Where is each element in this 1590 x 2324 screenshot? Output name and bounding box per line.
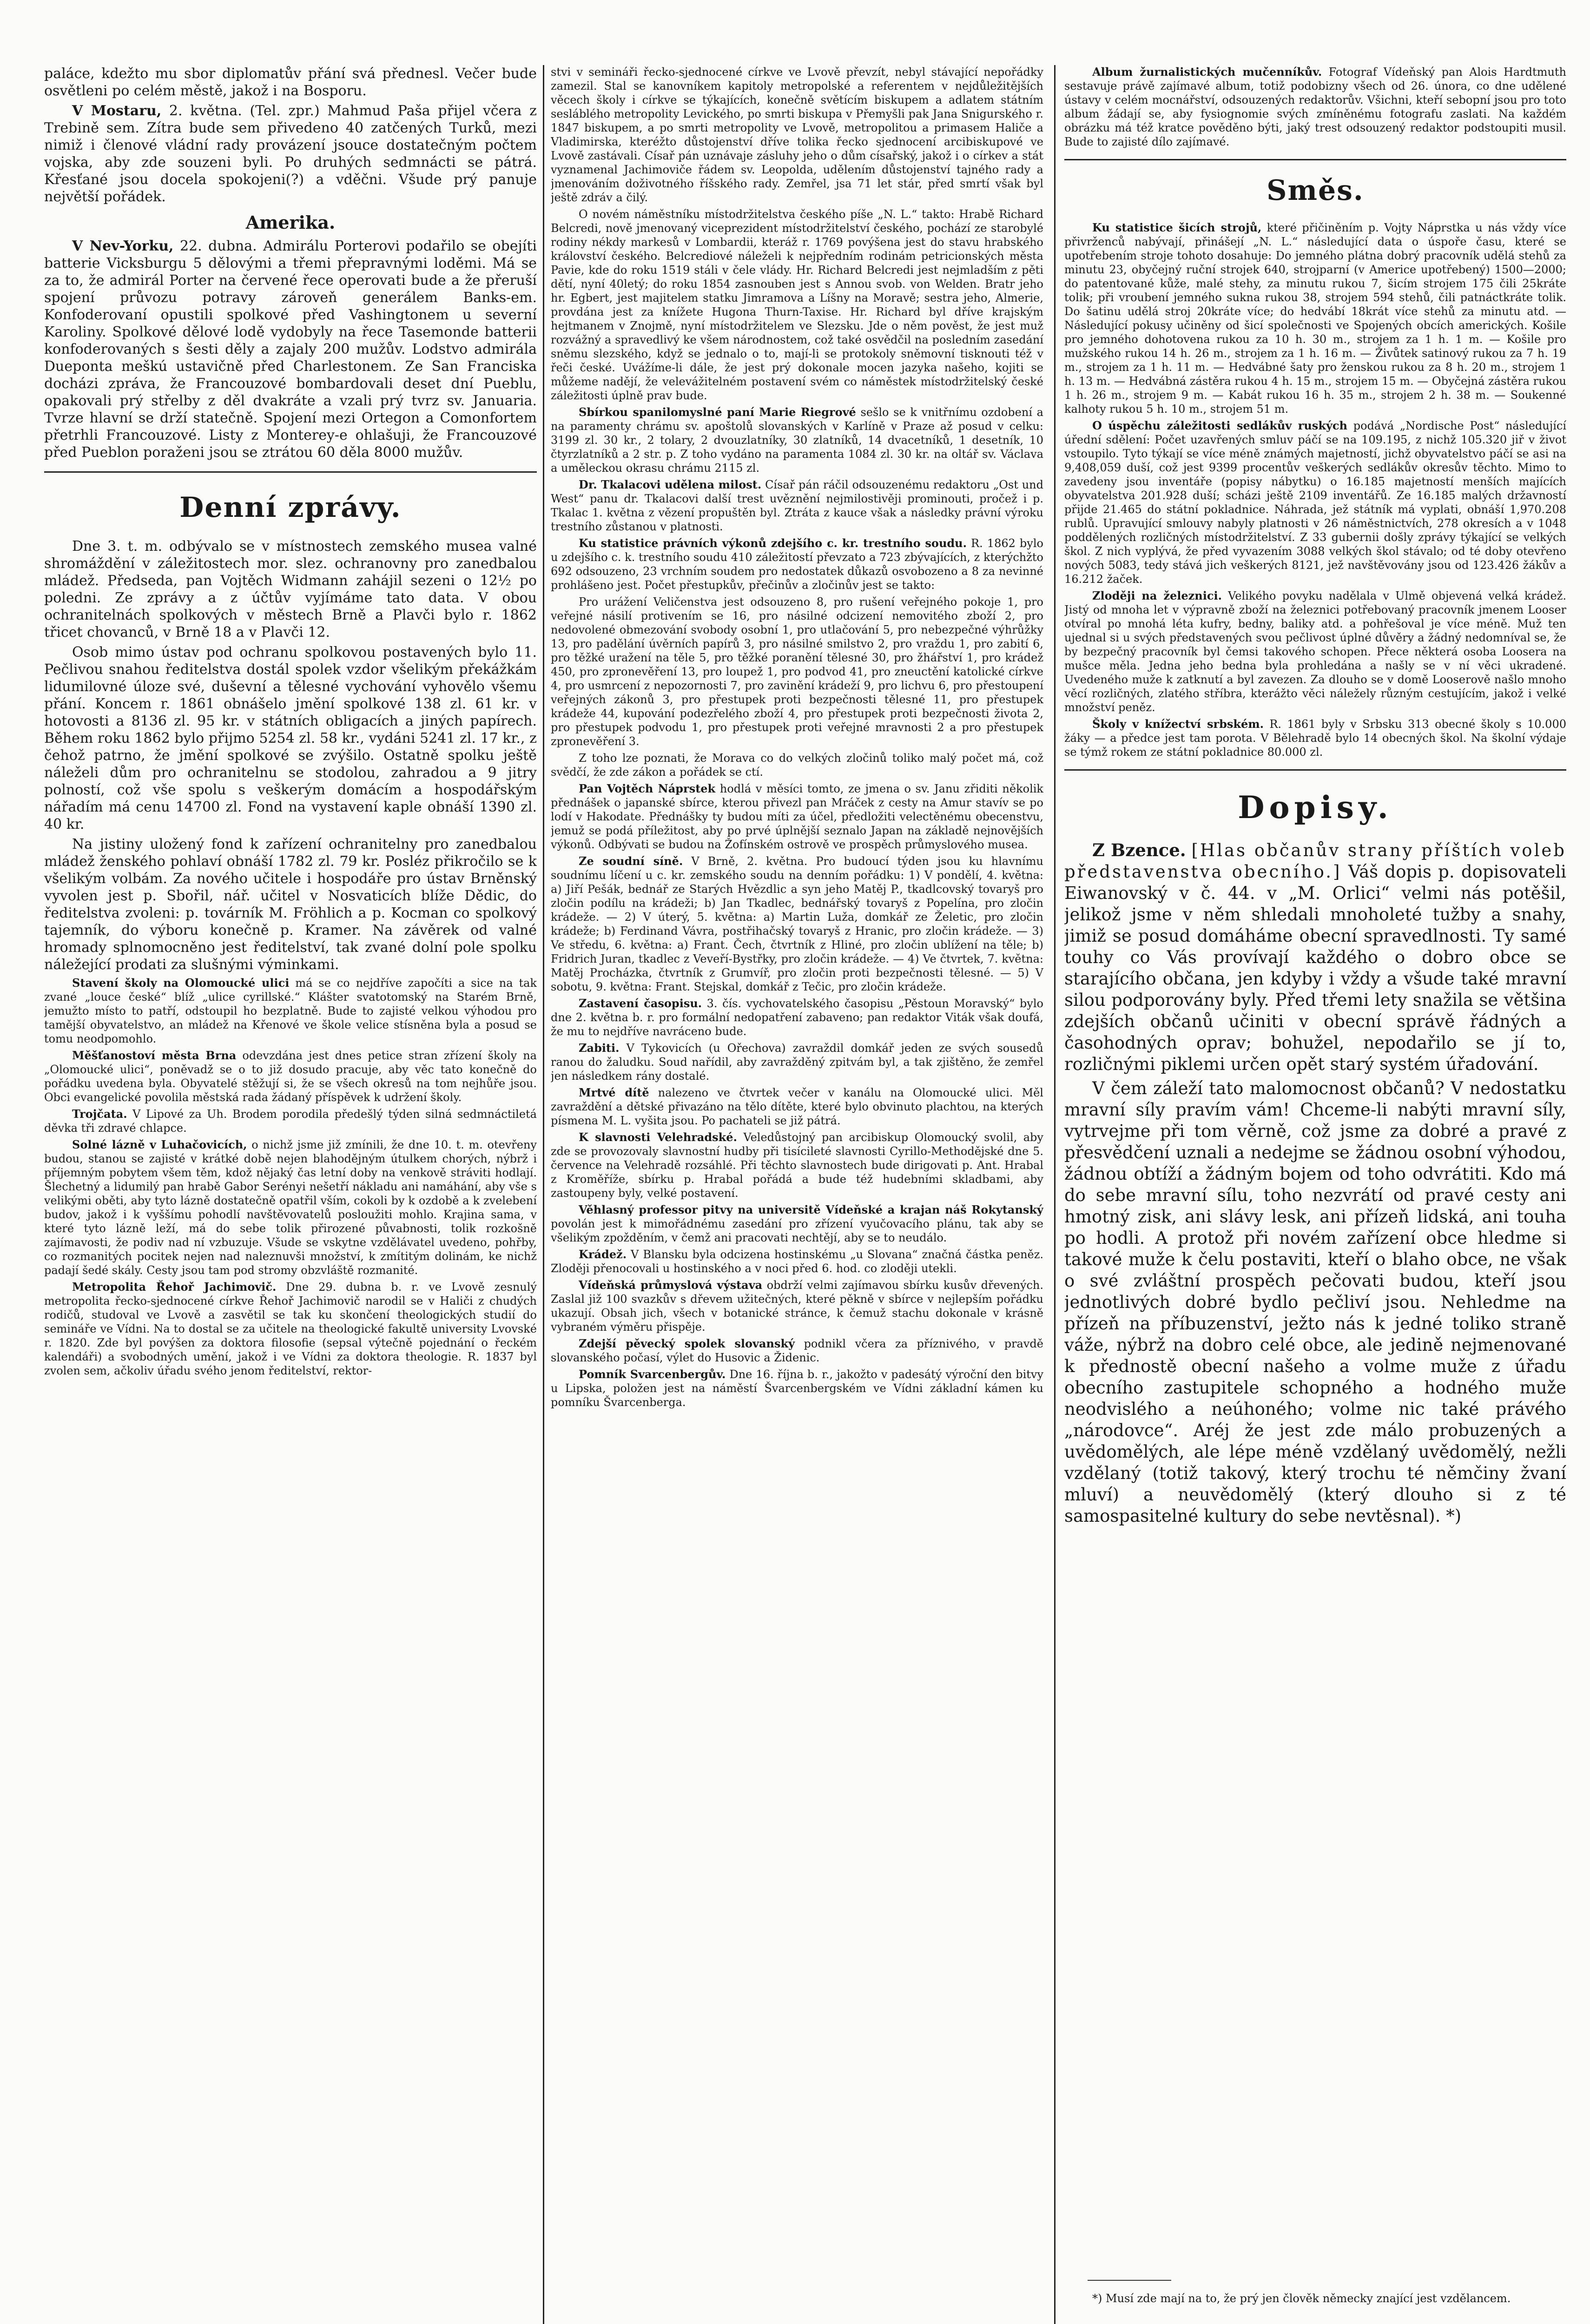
item-body: V Tykovicích (u Ořechova) zavraždil domkář jeden ze svých sousedů ranou do žaludku. Soud nařídil, aby zavražděný zpitvám byl, a tak zjištěno, že zemřel jen následkem rány dostalé.: [551, 1042, 1043, 1083]
column-3: [1064, 65, 1566, 2324]
news-item: [1064, 221, 1566, 416]
article-text: Na jistiny uložený fond k zařízení ochranitelny pro zanedbalou mládež ženského pohlaví obnáší 1782 zl. 79 kr. Posléz přikročilo se k všelikým volbám. Za nového učitele i hospodáře pro ústav Brněnský vyvolen jest p. Sbořil, nář. učitel v Nosvaticích blíže Dědic, do ředitelstva zvoleni: p. továrník M. Fröhlich a p. Kocman co spolkový tajemník, do výboru konečně p. Kramer. Na závěrek od valné hromady splnomocněno jest ředitelství, tak zvané dolní pole spolku náležející prodati za slušnými výminkami.: [44, 836, 537, 973]
item-body: má se co nejdříve započíti a sice na tak zvané „louce české“ blíž „ulice cyrillské.“ Klášter svatotomský na Starém Brně, jemužto místo to patří, odstoupil ho bezplatně. Bude to zajisté velkou výhodou pro tamější obyvatelstvo, an mládež na Křenové ve škole velice stísněna byla a posud se tomu neodpomohlo.: [44, 977, 537, 1045]
item-body: Fotograf Vídeňský pan Alois Hardtmuth sestavuje právě zajímavé album, totiž podobizny všech od 26. února, co dne udělené ústavy v celém mocnářství, odsouzených redaktorův. Všichni, kteří sebopní jsou pro toto album žádají se, aby fysiognomie svých zmíněnému fotografu zaslati. Na každém obrázku má též kratce pověděno býti, jaký trest odsouzený redaktor podstoupiti musil. Bude to zajisté dílo zajímavé.: [1064, 66, 1566, 148]
news-item: [551, 1367, 1043, 1409]
item-body: které přičiněním p. Vojty Náprstka u nás vždy více přivrženců nabývají, přinášejí „N. L.“ následující data o úspoře času, které se upotřebením stroje tohoto dosahuje: Do jemného plátna dobrý pracovník udělá stehů za minutu 23, obyčejný ruční strojek 640, strojparní (v Americe upotřebený) 1500—2000; do patentované kůže, malé stehy, za minutu rukou 7, šicím strojem 175 čili 25kráte tolik; při vroubení jemného sukna rukou 38, strojem 594 stehů, čili patnáctkráte tolik. Do šatinu udělá stroj 20kráte více; do hedvábí 18krát více stehů za minutu atd. — Následující pokusy učiněny od šicí společnosti ve Spojených obcích amerických. Košile pro jemného dohotovena rukou za 10 h. 30 m., strojem za 1 h. 1 m. — Košile pro mužského rukou 14 h. 26 m., strojem za 1 h. 16 m. — Živůtek satinový rukou za 7 h. 19 m., strojem za 1 h. 11 m. — Hedvábné šaty pro ženskou rukou za 8 h. 20 m., strojem 1 h. 13 m. — Hedvábná zástěra rukou 4 h. 15 m., strojem 15 m. — Obyčejná zástěra rukou 1 h. 26 m., strojem 9 m. — Kabát rukou 16 h. 35 m., strojem 2 h. 38 m. — Soukenné kalhoty rukou 5 h. 10 m., strojem 51 m.: [1064, 221, 1566, 416]
item-heading: Stavení školy na Olomoucké ulici: [72, 976, 290, 990]
item-body: V Lipové za Uh. Brodem porodila předešlý týden silná sedmnáctiletá děvka tři zdravé chlapce.: [44, 1108, 537, 1135]
item-body: Dne 29. dubna b. r. ve Lvově zesnulý metropolita řecko-sjednocené církve Řehoř Jachimovič narodil se v Haliči z chudých rodičů, studoval ve Lvově a zasvětil se tak ku skončení theologických studií do semináře ve Vídni. Na to dostal se za učitele na theologické fakultě university Lvovské r. 1820. Zde byl povýšen za doktora filosofie (sepsal výtečně pojednání o řeckém kalendáři) a svobodných umění, jakož i ve Vídni za doktora theologie. R. 1837 byl zvolen sem, ačkoliv úřadu svého jenom ředitelství, rektor-: [44, 1281, 537, 1377]
item-body: o nichž jsme již zmínili, že dne 10. t. m. otevřeny budou, stanou se zajisté v krátké době nejen blahodějným útulkem chorých, nýbrž i příjemným pobytem všem těm, kdož nějaký čas letní doby na venkově stráviti hodlají. Šlechetný a lidumilý pan hrabě Gabor Serényi nešetří nákladu ani namáhání, aby vše s velikými oběti, aby tyto lázně dostatečně opatřil vším, cokoli by k ozdobě a k zvelebení budov, jakož i k vyššímu pohodlí navštěvovatelů posloužiti mohlo. Krajina sama, v které tyto lázně leží, má do sebe tolik přirozené půvabnosti, tolik rozkošně zajímavosti, že podiv nad ní vzbuzuje. Všude se vskytne vzdělávatel uvedeno, pohřby, co rozmanitých pocitek nejen nad naleznuvši množství, k zmítitým dolinám, ke nichž padají šedé skály. Cesty jsou tam pod stromy obzvláště rozmanité.: [44, 1138, 537, 1277]
news-item: [1064, 419, 1566, 586]
item-heading: Školy v knížectví srbském.: [1092, 717, 1264, 731]
item-body: V Blansku byla odcizena hostinskému „u Slovana“ značná částka peněz. Zloději přenocovali u hostinského a v noci před 6. hod. co zloději utekli.: [551, 1248, 1043, 1275]
section-divider: [44, 471, 537, 473]
news-item: Pro urážení Veličenstva jest odsouzeno 8, pro rušení veřejného pokoje 1, pro veřejné násilí protivením se 16, pro násilné odcizení nemovitého zboží 2, pro nedovolené obmezování svobody osobní 1, pro utlačování 5, pro nebezpečné výhrůžky 13, pro padělání úvěrních papírů 3, pro násilné smilstvo 2, pro vraždu 1, pro zabití 6, pro těžké uražení na těle 5, pro těžké poranění tělesné 30, pro žhářství 1, pro krádež 450, pro zpronevěření 13, pro loupež 1, pro podvod 41, pro zneuctění katolické církve 4, pro usmrcení z nepozornosti 7, pro zavinění krádeží 9, pro lichvu 6, pro přestoupení veřejných zákonů 3, pro přestupek proti bezpečnosti tělesné 11, pro přestupek krádeže 44, kupování podezřelého zboží 4, pro přestupek proti bezpečnosti života 2, pro přestupek podvodu 1, pro přestupek proti veřejné mravnosti 2 a pro přestupek zpronevěření 3.: [551, 595, 1043, 748]
item-body: povolán jest k mimořádnému zasedání pro zřízení vyučovacího plánu, tak aby se všelikým zpožděním, v čemž ani pracovati nechtějí, aby se to neudálo.: [551, 1217, 1043, 1244]
item-heading: Zdejší pěvecký spolek slovanský: [579, 1337, 795, 1350]
letter-text: [1064, 839, 1566, 1075]
article-text: Dne 3. t. m. odbývalo se v místnostech zemského musea valné shromáždění v záležitostech mor. slez. ochranovny pro zanedbalou mládež. Předseda, pan Vojtěch Widmann zahájil sezeni o 12½ po poledni. Ze zprávy a z účtův vyjímáme tato data. V obou ochranitelnách spolkových v městech Brně a Plavči bylo r. 1862 třicet chovanců, v Brně 18 a v Plavči 12.: [44, 538, 537, 640]
news-item: [1064, 589, 1566, 714]
news-item: [44, 1280, 537, 1378]
item-body: 3. čís. vychovatelského časopisu „Pěstoun Moravský“ bylo dne 2. května b. r. pro formální nedopatření zabaveno; pan redaktor Viták však doufá, že mu to nejdříve navráceno bude.: [551, 997, 1043, 1038]
item-body: odevzdána jest dnes petice stran zřízení školy na „Olomoucké ulici“, poněvadž se o to již dosudo pracuje, aby věc tato konečně do pořádku uvedena byla. Obyvatelé stěžují si, že se všech okresů na tom nejhůře jsou. Obci evangelické povolila městská rada žádaný příspěvek k udržení školy.: [44, 1049, 537, 1104]
article-mostar: [44, 102, 537, 205]
news-item: [44, 1049, 537, 1104]
news-item: [551, 1337, 1043, 1365]
news-item: [551, 1203, 1043, 1245]
item-heading: Zabiti.: [579, 1041, 620, 1055]
footnote: *) Musí zde mají na to, že prý jen člověk německy znající jest vzdělancem.: [1092, 2292, 1511, 2305]
item-heading: Ze soudní síně.: [579, 854, 683, 868]
section-heading-dopisy: Dopisy.: [1238, 789, 1393, 825]
news-item: [551, 405, 1043, 475]
item-heading: Zastavení časopisu.: [579, 997, 702, 1010]
news-item: [551, 1278, 1043, 1334]
section-heading-amerika: Amerika.: [245, 212, 336, 233]
news-item: [551, 536, 1043, 592]
item-heading: Sbírkou spanilomyslné paní Marie Riegrové: [579, 405, 856, 419]
item-body: V Brně, 2. května. Pro budoucí týden jsou ku hlavnímu soudnímu líčení u c. kr. zemského soudu na denním pořádku: 1) V pondělí, 4. května: a) Jiří Pešák, bednář ze Starých Hvězdlic a syn jeho Matěj P., tkadlcovský tovaryš pro zločin podílu na krádeži; b) Jan Tkadlec, bednářský tovaryš z Popelína, pro zločin krádeže. — 2) V úterý, 5. května: a) Martin Luža, domkář ze Želetic, pro zločin krádeže; b) Ferdinand Vávra, postřihačský tovaryš z Hranic, pro zločin krádeže. — 3) Ve středu, 6. května: a) Frant. Čech, čtvrtník z Hliné, pro zločin ublížení na těle; b) Fridrich Juran, tkadlec z Veveří-Bystřky, pro zločin krádeže. — 4) Ve čtvrtek, 7. května: Matěj Procházka, čtvrtník z Grumvíř, pro zločin proti bezpečnosti tělesné. — 5) V sobotu, 9. května: Frant. Stejskal, domkář z Tečic, pro zločin krádeže.: [551, 855, 1043, 993]
footnote-rule: [1088, 2280, 1171, 2281]
column-rule-1: [543, 65, 544, 2324]
news-item: [1064, 65, 1566, 149]
item-heading: Mrtvé dítě: [579, 1086, 649, 1099]
item-body: podává „Nordische Post“ následující úřední sdělení: Počet uzavřených smluv páčí se na 109.195, z nichž 105.320 jiř v život vstoupilo. Tyto týkají se více méně známých majetností, jichž obyvatelstvo páčí se asi na 9,408,059 duší, což jest 9399 procentův veškerých sedlákův okresův těchto. Mimo to zavedeny jsou inventáře (popisy nábytku) o 16.185 majetností menších majících obyvatelstva 201.928 duší; scházi ještě 2109 inventářů. Ze 16.185 malých državností přijde 21.465 do státní pokladnice. Náhrada, jež státník má vyplati, obnáší 1,970.208 rublů. Upravující smlouvy nabyly platnosti v 26 náměstnictvích, 278 okresích a v 1048 poddělených rozličných místodržitelství. Z 33 gubernii došly zprávy týkající se velkých škol. Z nich vyplývá, že před vyvazením 3088 velkých škol stávalo; od té doby otevřeno nových 5083, tedy stává jich veškerých 8121, jež navštěvovány jsou od 123.426 žákův a 16.212 žaček.: [1064, 419, 1566, 586]
letter-dateline: Z Bzence.: [1092, 840, 1186, 860]
news-item: [551, 1086, 1043, 1128]
news-item: [44, 976, 537, 1046]
dateline: V Nev-Yorku,: [72, 238, 174, 254]
column-2: [551, 65, 1043, 2324]
news-item: O novém náměstníku místodržitelstva českého píše „N. L.“ takto: Hrabě Richard Belcredi, nově jmenovaný viceprezident místodržitelství českého, pochází ze starobylé rodiny nékdy markesů v Lombardii, kteráž r. 1769 povýšena jest do stavu hrabského království českého. Belcrediové náleželi k nejpředním rodinám petricionských města Pavie, kde do roku 1519 stáli v čele vlády. Hr. Richard Belcredi jest nejmladším z pěti dětí, nyní 40letý; do roku 1854 zasnouben jest s Annou svob. von Welden. Bratr jeho hr. Egbert, jest majitelem statku Jimramova a Líšny na Moravě; sestra jeho, Almerie, provdána jest za knížete Hugona Thurn-Taxise. Hr. Richard byl dříve krajským hejtmanem v Znojmě, nyní místodržitelem ve Slezsku. Jde o něm pověst, že jest muž rozvážný a spravedlivý ke všem národnostem, což také osvědčil na posledním zasedání sněmu slezského, když se jednalo o to, mají-li se protokoly sněmovní tisknouti též v řeči české. Uvážíme-li dále, že jest prý dokonale mocen jazyka našeho, kojiti se můžeme nadějí, že velevážitelném postavení svém co náměstek místodržitelský české záležitosti úplně prav bude.: [551, 208, 1043, 402]
section-heading-smes: Směs.: [1267, 174, 1364, 207]
dateline: V Mostaru,: [72, 103, 162, 119]
article-text: paláce, kdežto mu sbor diplomatův přání svá přednesl. Večer bude osvětleni po celém městě, jakož i na Bosporu.: [44, 66, 537, 99]
item-heading: Solné lázně v Luhačovicích,: [72, 1138, 247, 1151]
article-text: Osob mimo ústav pod ochranu spolkovou postavených bylo 11. Pečlivou snahou ředitelstva dostál spolek vzdor všelikým překážkám lidumilovné úloze své, duševní a tělesné vychování vyhovělo všemu přání. Koncem r. 1861 obnášelo jmění spolkové 138 zl. 61 kr. v hotovosti a 8136 zl. 95 kr. v státních obligacích a jiných papírech. Během roku 1862 bylo přijmo 5254 zl. 58 kr., vydáni 5241 zl. 17 kr., z čehož patrno, že jmění spolkové se zvýšilo. Ostatně spolku ještě náleželi dům pro ochranitelnu se stodolou, zahradou a 9 jitry polností, což vše spolu s veškerým domácím a hospodářským nářadím má cenu 14700 zl. Fond na vystavení kaple obnáší 1390 zl. 40 kr.: [44, 644, 537, 832]
item-heading: Ku statistice šicích strojů,: [1092, 221, 1262, 234]
news-item: stvi v semináři řecko-sjednocené církve ve Lvově převzít, nebyl stávající nepořádky zamezil. Stal se kanovníkem kapitoly metropolské a referentem v nejdůležitějších věcech školy i církve se týkajících, konečně světícím biskupem a adlatem státním sesláblého metropolity Levického, po smrti biskupa v Přemyšli pak Jana Snigurského r. 1847 biskupem, a po smrti metropolity ve Lvově, metropolitou a primasem Haliče a Vladimirska, kteréžto důstojenství dříve tolika řecko sjednocení arcibiskupové ve Lvově zastávali. Císař pán uznávaje zásluhy jeho o dům císařský, jakož i o církev a stát vyznamenal Jachimoviče řádem sv. Leopolda, udělením důstojenství tajného rady a jmenováním doživotného říšského rady. Zemřel, jsa 71 let stár, před smrtí však byl ještě zdráv a čilý.: [551, 66, 1043, 204]
item-body: R. 1862 bylo u zdejšího c. k. trestního soudu 410 záležitostí převzato a 723 zbývajících, z kterýchžto 692 odsouzeno, 23 vrchním soudem pro nedostatek důkazů osvobozeno a 8 za nevinné prohlášeno jest. Počet přestupkův, přečinův a zločinův jest se takto:: [551, 537, 1043, 592]
news-item: Z toho lze poznati, že Morava co do velkých zločinů toliko malý počet má, což svědčí, že zde zákon a pořádek se ctí.: [551, 752, 1043, 779]
column-1: [44, 65, 537, 2324]
news-item: [551, 854, 1043, 994]
item-heading: Metropolita Řehoř Jachimovič.: [72, 1280, 277, 1294]
item-heading: K slavnosti Velehradské.: [579, 1130, 737, 1144]
item-heading: Věhlasný professor pitvy na universitě Vídeňské a krajan náš Rokytanský: [579, 1203, 1043, 1216]
article-body: 22. dubna. Admirálu Porterovi podařilo se obejíti batterie Vicksburgu 5 dělovými a třemi přepravnými loděmi. Má se za to, že admirál Porter na červené řece operovati bude a že přeruší spojení průvozu potravy zároveň generálem Banks-em. Konfoderovaní opustili spolkové před Vashingtonem u severní Karoliny. Spolkové dělové lodě vydobyly na řece Tasemonde batterii konfoderovaných s šesti děly a zajaly 200 mužův. Lodstvo admirála Dueponta meškú ustavičně před Charlestonem. Ze San Franciska docházi zpráva, že Francouzové bombardovali deset dní Pueblu, opakovali prý střelby z děl dvakráte a vzali prý tvrz sv. Januaria. Tvrze hlavní se drží statečně. Spojení mezi Ortegon a Comonfortem přetrhli Francouzové. Listy z Monterey-e ohlašuji, že Francouzové před Pueblon poraženi jsou se ztrátou 60 děla 8000 mužův.: [44, 238, 537, 461]
item-heading: Krádež.: [579, 1248, 627, 1261]
news-item: [551, 478, 1043, 534]
news-item: [551, 997, 1043, 1038]
item-body: obdrží velmi zajímavou sbírku kusův dřevených. Zaslal již 100 svazkův s dřevem užitečných, které pěkně v sbírce v nejlepším pořádku ukazují. Obsah jich, všech v botanické stránce, k čemuž stachu dokonale v krásně vybraném výměru přispěje.: [551, 1279, 1043, 1334]
section-divider: [1064, 159, 1566, 160]
news-item: [551, 1041, 1043, 1083]
news-item: [551, 782, 1043, 852]
item-heading: Zloději na železnici.: [1092, 589, 1222, 602]
item-heading: Pan Vojtěch Náprstek: [579, 782, 716, 795]
article-body: 2. května. (Tel. zpr.) Mahmud Paša přijel včera z Trebině sem. Zítra bude sem přivedeno 40 zatčených Turků, mezi nimiž i členové vládní rady provázení jsouce dostatečným počtem vojska, aby zde souzeni byli. Po druhých sedmnácti se pátrá. Křesťané jsou docela spokojeni(?) a vděčni. Všude prý panuje největší pořádek.: [44, 103, 537, 205]
item-heading: Ku statistice právních výkonů zdejšího c. kr. trestního soudu.: [579, 536, 967, 550]
item-body: Dne 16. října b. r., jakožto v padesátý výroční den bitvy u Lipska, položen jest na náměstí Švarcenbergském ve Vídni základní kámen ku pomníku Švarcenberga.: [551, 1368, 1043, 1409]
letter-note: [Hlas občanův strany příštích voleb představenstva obecního.]: [1064, 840, 1566, 882]
item-body: hodlá v měsíci tomto, ze jmena o sv. Janu zřiditi několik přednášek o japanské sbírce, kterou přivezl pan Mráček z cesty na Amur stavív se po lodí v Hakodate. Přednášky ty budou míti za účel, předložiti velectěnému obecenstvu, jemuž se podá příležitost, aby po prvé úplnější seznalo Japan na základě nejnovějších výkonů. Odbývati se budou na Žofínském ostrově ve prospěch průmyslového musea.: [551, 782, 1043, 851]
item-heading: Vídeňská průmyslová výstava: [579, 1278, 763, 1292]
news-item: [551, 1130, 1043, 1200]
section-heading-denni-zpravy: Denní zprávy.: [179, 491, 402, 524]
item-body: nalezeno ve čtvrtek večer v kanálu na Olomoucké ulici. Měl zavraždění a dětské přivazáno na tělo dítěte, které bylo obvinuto plachtou, na kterých písmena M. L. vyšita jsou. Po pachateli se již pátrá.: [551, 1086, 1043, 1127]
item-heading: Měšťanostoví města Brna: [72, 1049, 237, 1062]
item-body: R. 1861 byly v Srbsku 313 obecné školy s 10.000 žáky — a předce jest tam porota. V Bělehradě bylo 14 obecných škol. Na školní výdaje se týmž rokem ze státní pokladnice 80.000 zl.: [1064, 718, 1566, 759]
column-rule-2: [1054, 65, 1056, 2324]
item-body: podnikl včera za příznivého, v pravdě slovanského počasí, výlet do Husovic a Židenic.: [551, 1337, 1043, 1364]
item-body: sešlo se k vnitřnímu ozdobení a na paramenty chrámu sv. apoštolů slovanských v Karlíně v Praze až posud v celku: 3199 zl. 30 kr., 2 tolary, 2 dvouzlatníky, 30 zlatníků, 14 dvacetníků, 1 desetník, 10 čtyrzlatníků a 2 str. p. Z toho vydáno na paramenta 1084 zl. 30 kr. na oltář sv. Václava a uměleckou okrasu chrámu 2115 zl.: [551, 406, 1043, 475]
letter-body: Váš dopis p. dopisovateli Eiwanovský v č. 44. v „M. Orlici“ velmi nás potěšil, jelikož jsme v něm shledali mnoholeté tužby a snahy, jimiž se posud domáháme obecní spravedlnosti. Ty samé touhy co Vás provívají každého o dobro obce se starajícího občana, jen kdyby i vždy a všude také mravní silou podporovány byly. Před třemi lety snažila se většina zdejších občanů učiniti v obecní správě řádných a časohodných oprav; bohužel, nepodařilo se jí to, rozličnými piklemi určen opět starý systém úřadování.: [1064, 862, 1566, 1074]
item-body: Císař pán ráčil odsouzenému redaktoru „Ost und West“ panu dr. Tkalacovi další trest uvěznění nejmilostivěji prominouti, pročež i p. Tkalac 1. května z vězení propuštěn byl. Ztráta z kauce však a následky právní výroku trestního zůstanou v platnosti.: [551, 478, 1043, 533]
news-item: [44, 1138, 537, 1277]
news-item: [1064, 717, 1566, 759]
news-item: [44, 1107, 537, 1135]
item-body: Veledůstojný pan arcibiskup Olomoucký svolil, aby zde se provozovaly slavnostní hudby při tisícileté slavnosti Cyrillo-Methodějské dne 5. července na Velehradě rozsáhlé. Při těchto slavnostech bude dirigovati p. Ant. Hrabal z Kroměříže, sbírku p. Hrabal pořádá a bude též hudebními skladbami, aby zastoupeny byly, velké postavení.: [551, 1131, 1043, 1200]
article-new-york: [44, 238, 537, 461]
item-heading: Album žurnalistických mučenníkův.: [1092, 65, 1322, 79]
section-divider: [1064, 769, 1566, 771]
letter-text: V čem záleží tato malomocnost občanů? V nedostatku mravní síly pravím vám! Chceme-li nabýti mravní síly, vytrvejme při tom věrně, což jsme za dobré a pravé z přesvědčení uznali a nedejme se žádnou osobní výhodou, žádnou obtíží a žádným bojem od toho odvrátiti. Kdo má do sebe mravní sílu, toho nezvrátí od pravé cesty ani hmotný zisk, ani slávy lesk, ani přízeň lidská, ani touha po hodli. A protož při novém zařízení obce hledme si takové muže k čelu postaviti, kteří o blaho obce, ne však o své zvláštní prospěch pečovati budou, kteří jsou jednotlivých dobré bydlo pečliví jsou. Nehledme na přízeň na příbuzenství, ježto nás k jedné toliko straně váže, nýbrž na dobro celé obce, ale jedině nejmenované k přednostě obecní našeho a volme muže z úřadu obecního zastupitele schopného a hodného muže neodvislého a neúhoného; volme nic také právého „národovce“. Aréj že jest zde málo probuzených a uvědomělých, ale lépe méně vzdělaný uvědomělý, nežli vzdělaný (totiž takový, který trochu té němčiny žvaní mluví) a neuvědomělý (který dlouho si z té samospasitelné kultury do sebe nevtěsnal). *): [1064, 1078, 1566, 1526]
item-body: Velikého povyku nadělala v Ulmě objevená velká krádež. Jistý od mnoha let v výpravně zboží na železnici potřebovaný pracovník jmenem Looser otvíral po mnohá léta kufry, bedny, baliky atd. a pohřešoval je více méně. Muž ten ujednal si u svých představených svou pečlivost úplné důvěry a žádný nedomníval se, že by bezpečný pracovník byl čemsi takového schopen. Přece některá osoba Loosera na mušce měla. Jedna jeho bedna byla prohledána a našly se v ní věci ukradené. Uvedeného muže k zatknutí a byl zavezen. Za dlouho se v domě Looserově našlo mnoho věcí rozličných, zlatého stříbra, kterážto věci náležely různým cestujícím, jakož i velké množství peněz.: [1064, 589, 1566, 714]
item-heading: Trojčata.: [72, 1107, 127, 1121]
news-item: [551, 1248, 1043, 1275]
item-heading: Dr. Tkalacovi udělena milost.: [579, 478, 762, 491]
item-heading: Pomník Svarcenbergův.: [579, 1367, 726, 1381]
item-heading: O úspěchu záležitosti sedlákův ruských: [1092, 419, 1347, 432]
